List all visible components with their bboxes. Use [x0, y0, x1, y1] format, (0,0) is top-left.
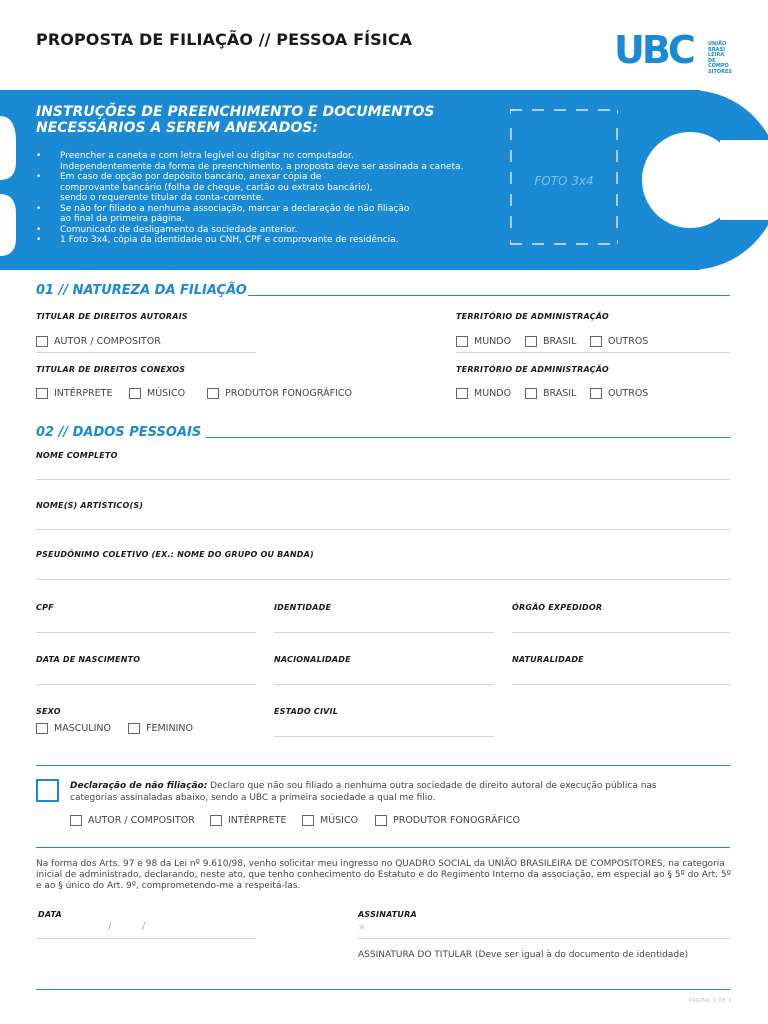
divider — [36, 847, 730, 848]
checkbox[interactable] — [210, 815, 222, 826]
instructions-list — [36, 151, 486, 246]
orgao-expedidor-label: ÓRGÃO EXPEDIDOR — [512, 603, 603, 612]
checkbox[interactable] — [36, 388, 48, 399]
section-01-rule — [248, 295, 730, 296]
estado-civil-label: ESTADO CIVIL — [274, 707, 338, 716]
instruction-item: • Se não for filiado a nenhuma associação, marcar a declaração de não filiação ao final da primeira página. — [36, 204, 486, 225]
option-outros-2[interactable] — [590, 388, 648, 399]
option-brasil[interactable] — [525, 336, 576, 347]
divider — [36, 765, 730, 766]
instruction-item: • 1 Foto 3x4, cópia da identidade ou CNH, CPF e comprovante de residência. — [36, 235, 486, 246]
checkbox[interactable] — [302, 815, 314, 826]
naturalidade-field[interactable] — [512, 684, 730, 685]
underline — [36, 352, 256, 353]
instruction-item: • Em caso de opção por depósito bancário, anexar cópia de comprovante bancário (folha de cheque, cartão ou extrato bancário), sendo o requerente titular da conta-corrente. — [36, 172, 486, 204]
checkbox[interactable] — [590, 336, 602, 347]
data-nascimento-label: DATA DE NASCIMENTO — [36, 655, 141, 664]
option-label: FEMININO — [146, 723, 193, 734]
nacionalidade-field[interactable] — [274, 684, 494, 685]
option-outros[interactable] — [590, 336, 648, 347]
decl-option-musico[interactable] — [302, 815, 358, 826]
identidade-label: IDENTIDADE — [274, 603, 332, 612]
checkbox[interactable] — [456, 388, 468, 399]
instructions-title: INSTRUÇÕES DE PREENCHIMENTO E DOCUMENTOS NECESSÁRIOS A SEREM ANEXADOS: — [36, 104, 435, 136]
nome-artistico-label: NOME(S) ARTÍSTICO(S) — [36, 501, 144, 510]
ubc-logo — [614, 30, 736, 74]
data-field[interactable] — [36, 938, 256, 939]
decl-option-autor[interactable] — [70, 815, 195, 826]
option-label: MUNDO — [474, 336, 512, 347]
footer-divider — [36, 989, 730, 990]
checkbox[interactable] — [36, 336, 48, 347]
decl-option-produtor[interactable] — [375, 815, 520, 826]
naturalidade-label: NATURALIDADE — [512, 655, 584, 664]
option-label: PRODUTOR FONOGRÁFICO — [393, 815, 520, 826]
assinatura-field[interactable] — [358, 938, 730, 939]
option-label: MUNDO — [474, 388, 512, 399]
checkbox[interactable] — [36, 723, 48, 734]
checkbox[interactable] — [590, 388, 602, 399]
underline — [456, 352, 730, 353]
option-label: BRASIL — [543, 336, 577, 347]
option-label: OUTROS — [608, 388, 649, 399]
pseudonimo-label: PSEUDÔNIMO COLETIVO (EX.: NOME DO GRUPO OU BANDA) — [36, 550, 314, 559]
identidade-field[interactable] — [274, 632, 494, 633]
option-label: OUTROS — [608, 336, 649, 347]
option-feminino[interactable] — [128, 723, 193, 734]
checkbox[interactable] — [128, 723, 140, 734]
nome-artistico-field[interactable] — [36, 529, 730, 530]
option-masculino[interactable] — [36, 723, 111, 734]
option-label: BRASIL — [543, 388, 577, 399]
estado-civil-field[interactable] — [274, 736, 494, 737]
instruction-item: • Preencher a caneta e com letra legível ou digitar no computador. Independentemente da forma de preenchimento, a proposta deve ser assinada a caneta. — [36, 151, 486, 172]
section-01-title: 01 // NATUREZA DA FILIAÇÃO — [36, 283, 247, 298]
nome-completo-field[interactable] — [36, 479, 730, 480]
photo-label: FOTO 3x4 — [534, 174, 594, 188]
option-mundo[interactable] — [456, 336, 511, 347]
date-separator: / — [142, 921, 146, 932]
declaracao-heading: Declaração de não filiação: — [70, 781, 208, 791]
instruction-item: • Comunicado de desligamento da sociedade anterior. — [36, 225, 486, 236]
option-brasil-2[interactable] — [525, 388, 576, 399]
declaracao-text — [70, 780, 670, 804]
legal-text: Na forma dos Arts. 97 e 98 da Lei nº 9.610/98, venho solicitar meu ingresso no QUADRO SOCIAL da UNIÃO BRASILEIRA DE COMPOSITORES, na categoria inicial de administrado, declarando, neste ato, que tenho conhecimento do Estatuto e do Regimento Interno da associação, em especial ao § 5º do Art. 5º e ao § único do Art. 9º, comprometendo-me a respeitá-las. — [36, 859, 731, 891]
checkbox[interactable] — [456, 336, 468, 347]
sexo-label: SEXO — [36, 707, 61, 716]
x-mark: × — [358, 923, 366, 933]
orgao-expedidor-field[interactable] — [512, 632, 730, 633]
checkbox[interactable] — [70, 815, 82, 826]
logo-wordmark: UBC — [614, 28, 693, 72]
option-label: PRODUTOR FONOGRÁFICO — [225, 388, 352, 399]
logo-tagline: UNIÃO BRASI LEIRA DE COMPO SITORES — [708, 41, 732, 75]
cpf-label: CPF — [36, 603, 54, 612]
date-separator: / — [108, 921, 112, 932]
checkbox[interactable] — [129, 388, 141, 399]
section-02-rule — [206, 437, 730, 438]
nome-completo-label: NOME COMPLETO — [36, 451, 118, 460]
decl-option-interprete[interactable] — [210, 815, 286, 826]
assinatura-label: ASSINATURA — [358, 910, 417, 919]
territorio-label-2: TERRITÓRIO DE ADMINISTRAÇÃO — [456, 365, 609, 374]
conexos-label: TITULAR DE DIREITOS CONEXOS — [36, 365, 186, 374]
cpf-field[interactable] — [36, 632, 256, 633]
checkbox[interactable] — [207, 388, 219, 399]
autorais-label: TITULAR DE DIREITOS AUTORAIS — [36, 312, 188, 321]
declaracao-checkbox[interactable] — [36, 779, 59, 802]
nacionalidade-label: NACIONALIDADE — [274, 655, 351, 664]
option-interprete[interactable] — [36, 388, 112, 399]
option-label: INTÉRPRETE — [228, 815, 287, 826]
checkbox[interactable] — [525, 336, 537, 347]
checkbox[interactable] — [375, 815, 387, 826]
option-label: MASCULINO — [54, 723, 111, 734]
option-musico[interactable] — [129, 388, 185, 399]
declaracao-body: Declaro que não sou filiado a nenhuma outra sociedade de direito autoral de execução pública nas categorias assinaladas abaixo, sendo a UBC a primeira sociedade a qual me filio. — [70, 781, 657, 803]
checkbox[interactable] — [525, 388, 537, 399]
pseudonimo-field[interactable] — [36, 579, 730, 580]
option-label: MÚSICO — [147, 388, 186, 399]
assinatura-titular-caption: ASSINATURA DO TITULAR (Deve ser igual à do documento de identidade) — [358, 950, 689, 960]
data-nascimento-field[interactable] — [36, 684, 256, 685]
option-mundo-2[interactable] — [456, 388, 511, 399]
option-label: AUTOR / COMPOSITOR — [54, 336, 161, 347]
section-02-title: 02 // DADOS PESSOAIS — [36, 425, 202, 440]
data-label: DATA — [38, 910, 62, 919]
page-title: PROPOSTA DE FILIAÇÃO // PESSOA FÍSICA — [36, 30, 413, 49]
option-autor-compositor[interactable] — [36, 336, 161, 347]
option-label: AUTOR / COMPOSITOR — [88, 815, 195, 826]
option-label: INTÉRPRETE — [54, 388, 113, 399]
option-label: MÚSICO — [320, 815, 359, 826]
option-produtor[interactable] — [207, 388, 352, 399]
page-number: PÁGINA 1 DE 2 — [688, 998, 732, 1004]
territorio-label: TERRITÓRIO DE ADMINISTRAÇÃO — [456, 312, 609, 321]
